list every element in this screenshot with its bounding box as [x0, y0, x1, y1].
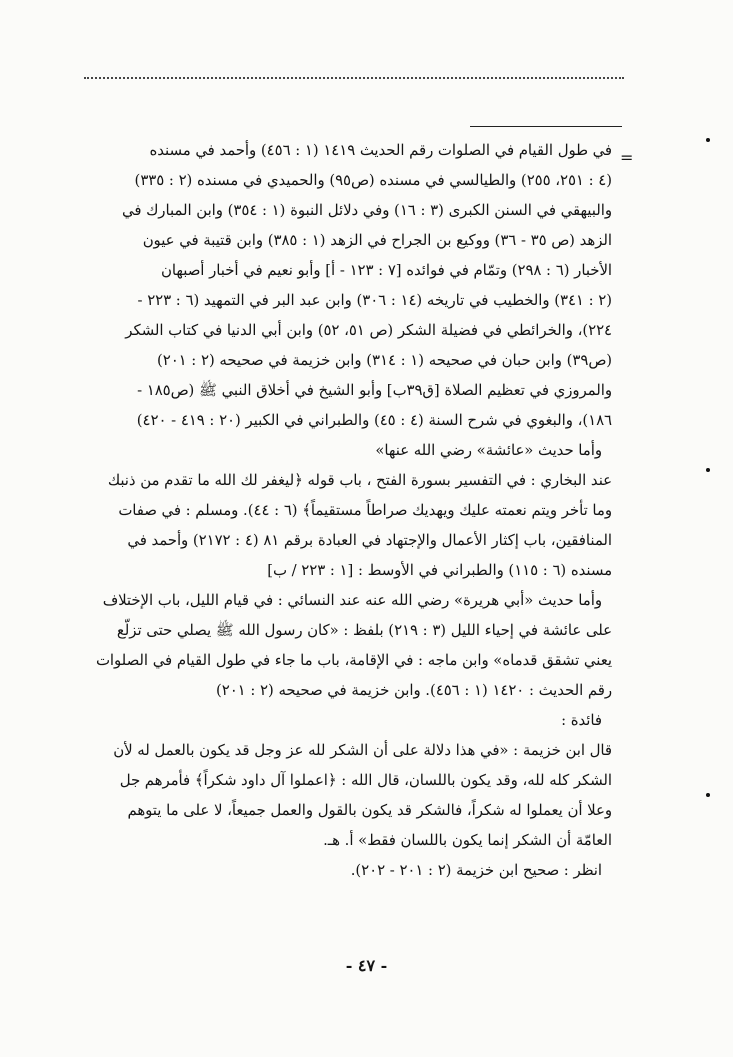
text-line: العامّة أن الشكر إنما يكون باللسان فقط» أ. هـ. — [323, 832, 612, 849]
text-line: يعني تشقق قدماه» وابن ماجه : في الإقامة، باب ما جاء في طول القيام في الصلوات — [95, 652, 612, 669]
text-line: ١٨٦)، والبغوي في شرح السنة (٤ : ٤٥) والطبراني في الكبير (٢٠ : ٤١٩ - ٤٢٠) — [136, 412, 612, 429]
text-line: في طول القيام في الصلوات رقم الحديث ١٤١٩ (١ : ٤٥٦) وأحمد في مسنده — [149, 142, 612, 159]
page-number: - ٤٧ - — [345, 956, 388, 975]
margin-dot — [706, 793, 710, 797]
text-line: والمروزي في تعظيم الصلاة [ق٣٩ب] وأبو الشيخ في أخلاق النبي ﷺ (ص١٨٥ - — [137, 382, 612, 399]
text-line: رقم الحديث : ١٤٢٠ (١ : ٤٥٦). وابن خزيمة في صحيحه (٢ : ٢٠١) — [215, 682, 612, 699]
text-line: الشكر كله لله، وقد يكون باللسان، قال الله : ﴿اعملوا آل داود شكراً﴾ فأمرهم جل — [119, 772, 612, 789]
text-line: (٢ : ٣٤١) والخطيب في تاريخه (١٤ : ٣٠٦) وابن عبد البر في التمهيد (٦ : ٢٢٣ - — [137, 292, 612, 309]
text-line: قال ابن خزيمة : «في هذا دلالة على أن الشكر لله عز وجل قد يكون بالعمل له لأن — [113, 742, 612, 759]
margin-dot — [706, 138, 710, 142]
dotted-separator — [84, 77, 624, 79]
text-line: والبيهقي في السنن الكبرى (٣ : ١٦) وفي دلائل النبوة (١ : ٣٥٤) وابن المبارك في — [122, 202, 612, 219]
text-line: على عائشة في إحياء الليل (٣ : ٢١٩) بلفظ : «كان رسول الله ﷺ يصلي حتى تزلّع — [116, 622, 612, 639]
text-line: المنافقين، باب إكثار الأعمال والإجتهاد في العبادة برقم ٨١ (٤ : ٢١٧٢) وأحمد في — [127, 532, 612, 549]
continuation-marker: = — [620, 148, 634, 167]
margin-dot — [706, 468, 710, 472]
text-line: (ص٣٩) وابن حبان في صحيحه (١ : ٣١٤) وابن خزيمة في صحيحه (٢ : ٢٠١) — [156, 352, 612, 369]
text-line: فائدة : — [561, 712, 602, 729]
footnote-text — [60, 136, 612, 886]
text-line: وعلا أن يعملوا له شكراً، فالشكر قد يكون بالقول والعمل جميعاً، لا على ما يتوهم — [127, 802, 612, 819]
text-line: وما تأخر ويتم نعمته عليك ويهديك صراطاً مستقيماً﴾ (٦ : ٤٤). ومسلم : في صفات — [118, 502, 612, 519]
text-line: الزهد (ص ٣٥ - ٣٦) ووكيع بن الجراح في الزهد (١ : ٣٨٥) وابن قتيبة في عيون — [142, 232, 612, 249]
text-line: انظر : صحيح ابن خزيمة (٢ : ٢٠١ - ٢٠٢). — [350, 862, 602, 879]
text-line: ٢٢٤)، والخرائطي في فضيلة الشكر (ص ٥١، ٥٢) وابن أبي الدنيا في كتاب الشكر — [125, 322, 612, 339]
text-line: عند البخاري : في التفسير بسورة الفتح ، باب قوله ﴿ليغفر لك الله ما تقدم من ذنبك — [107, 472, 612, 489]
text-line: مسنده (٦ : ١١٥) والطبراني في الأوسط : [١ : ٢٢٣ / ب] — [267, 562, 612, 579]
text-line: وأما حديث «أبي هريرة» رضي الله عنه عند النسائي : في قيام الليل، باب الإختلاف — [102, 592, 602, 609]
footnote-rule — [470, 126, 622, 127]
text-line: (٤ : ٢٥١، ٢٥٥) والطيالسي في مسنده (ص٩٥) والحميدي في مسنده (٢ : ٣٣٥) — [134, 172, 612, 189]
text-line: وأما حديث «عائشة» رضي الله عنها» — [375, 442, 602, 459]
text-line: الأخبار (٦ : ٢٩٨) وتمّام في فوائده [٧ : ١٢٣ - أ] وأبو نعيم في أخبار أصبهان — [161, 262, 612, 279]
